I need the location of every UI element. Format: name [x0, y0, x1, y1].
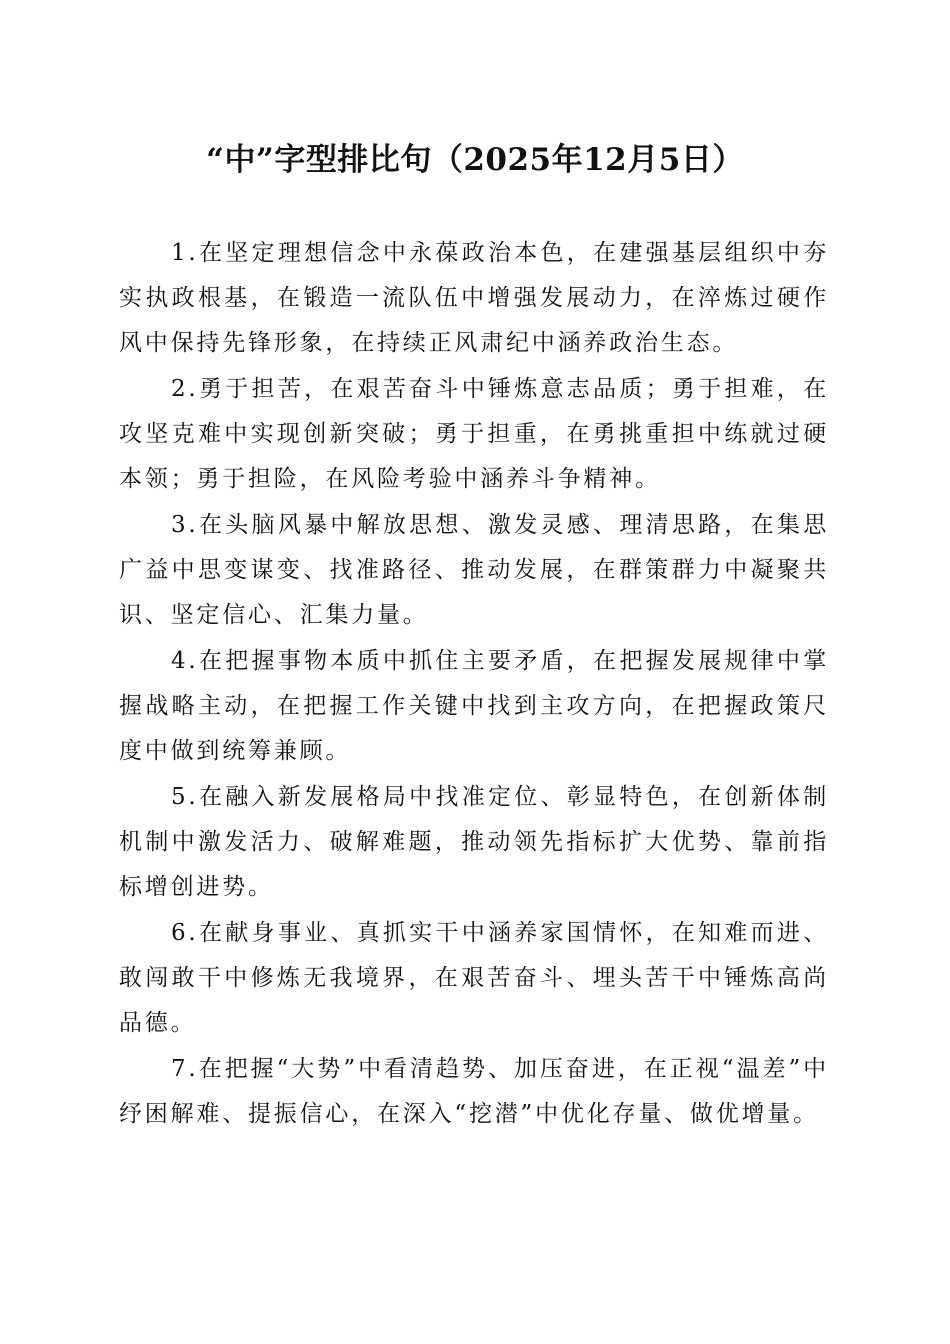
paragraph-4: 4.在把握事物本质中抓住主要矛盾，在把握发展规律中掌握战略主动，在把握工作关键中找到主攻方向，在把握政策尺度中做到统筹兼顾。 [119, 648, 829, 764]
paragraph-1: 1.在坚定理想信念中永葆政治本色，在建强基层组织中夯实执政根基，在锻造一流队伍中增强发展动力，在淬炼过硬作风中保持先锋形象，在持续正风肃纪中涵养政治生态。 [119, 240, 829, 356]
paragraph-7: 7.在把握“大势”中看清趋势、加压奋进，在正视“温差”中纾困解难、提振信心，在深入“挖潜”中优化存量、做优增量。 [119, 1056, 829, 1127]
paragraph-3: 3.在头脑风暴中解放思想、激发灵感、理清思路，在集思广益中思变谋变、找准路径、推动发展，在群策群力中凝聚共识、坚定信心、汇集力量。 [119, 512, 829, 628]
paragraph-6: 6.在献身事业、真抓实干中涵养家国情怀，在知难而进、敢闯敢干中修炼无我境界，在艰苦奋斗、埋头苦干中锤炼高尚品德。 [119, 920, 829, 1036]
document-title: “中”字型排比句（2025年12月5日） [206, 142, 744, 178]
paragraph-5: 5.在融入新发展格局中找准定位、彰显特色，在创新体制机制中激发活力、破解难题，推动领先指标扩大优势、靠前指标增创进势。 [119, 784, 829, 900]
document-body [119, 231, 829, 1138]
paragraph-2: 2.勇于担苦，在艰苦奋斗中锤炼意志品质；勇于担难，在攻坚克难中实现创新突破；勇于担重，在勇挑重担中练就过硬本领；勇于担险，在风险考验中涵养斗争精神。 [119, 376, 829, 492]
